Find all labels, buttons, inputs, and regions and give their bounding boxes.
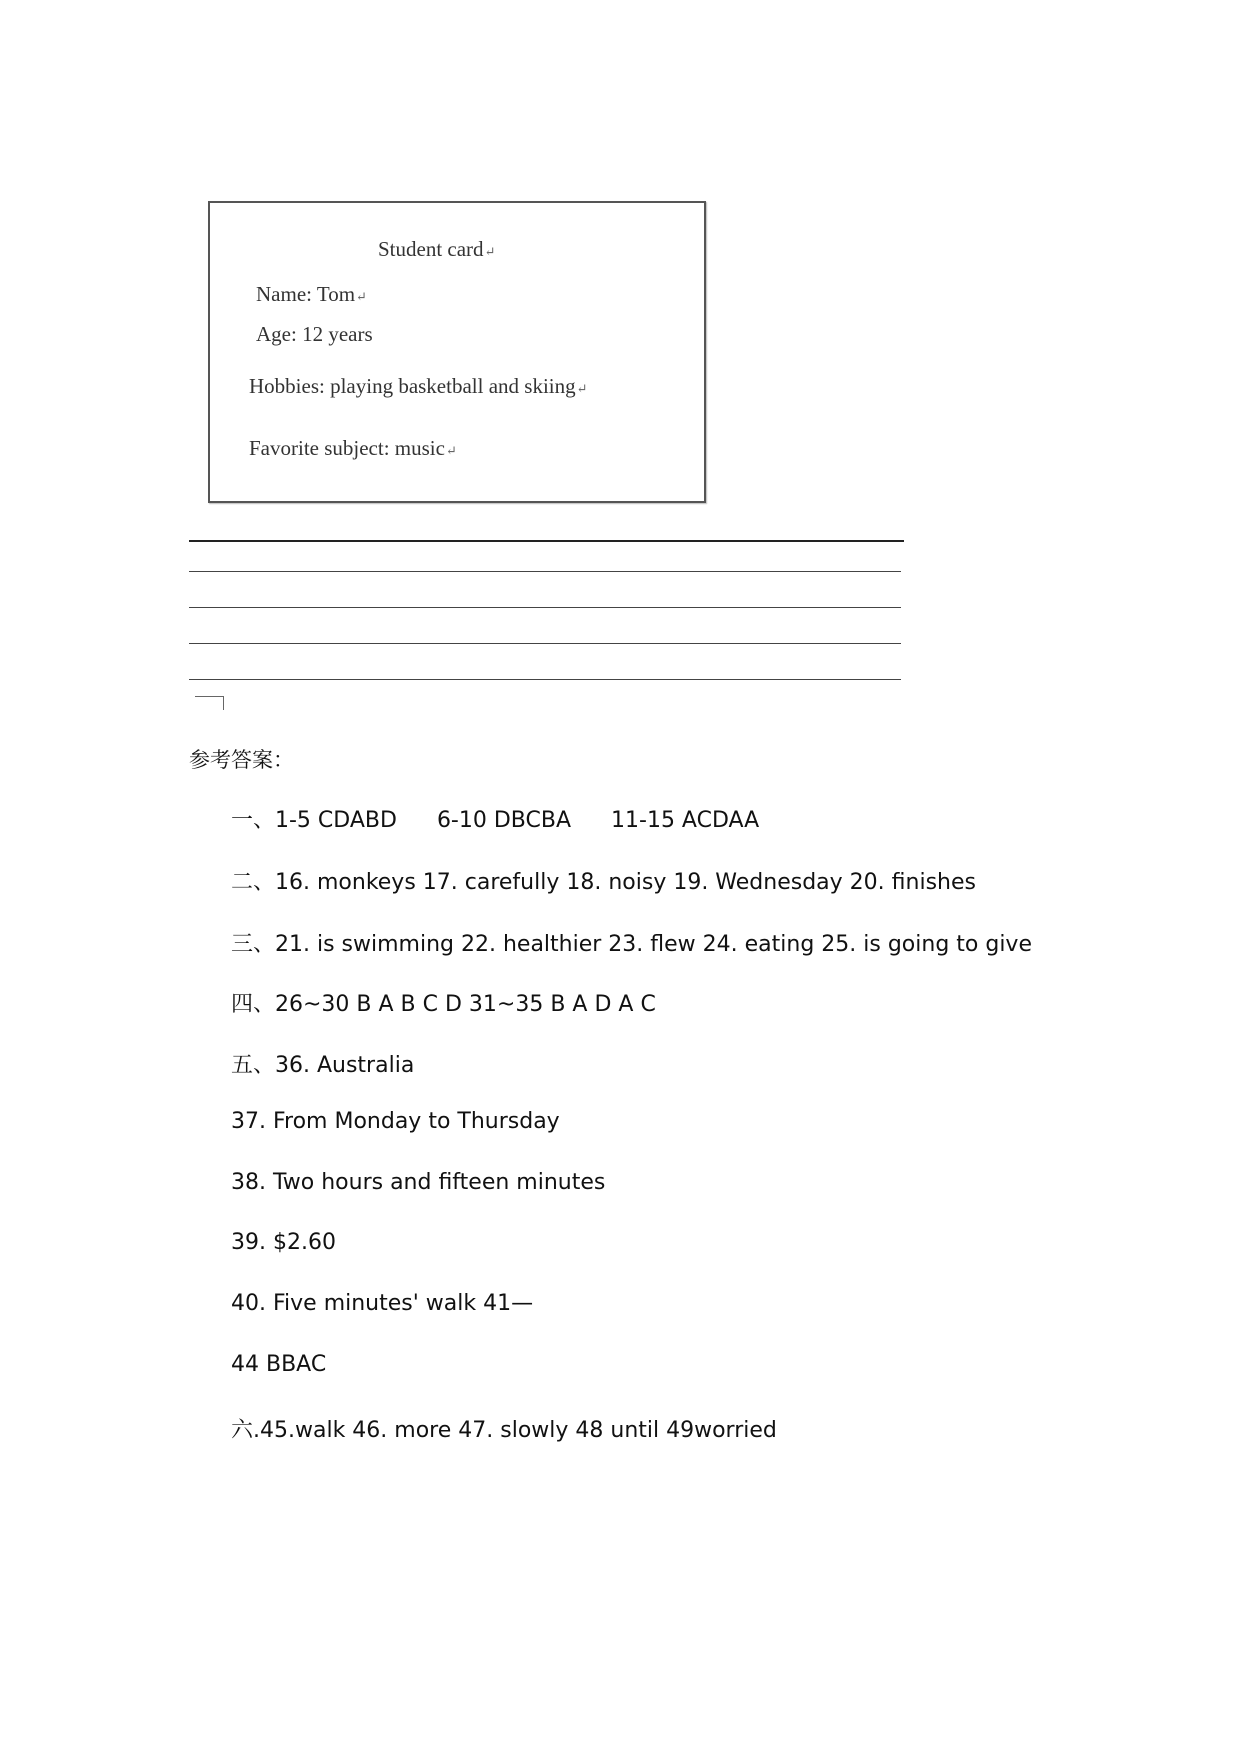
answer-item-37: 37. From Monday to Thursday — [231, 1109, 560, 1134]
answer-item-39: 39. $2.60 — [231, 1230, 336, 1255]
answer-section-2: 二、16. monkeys 17. carefully 18. noisy 19. Wednesday 20. finishes — [231, 870, 976, 895]
answer-section-6: 六.45.walk 46. more 47. slowly 48 until 49worried — [231, 1418, 777, 1443]
writing-line — [189, 607, 901, 608]
answer-item-40: 40. Five minutes' walk 41— — [231, 1291, 534, 1316]
student-card-image — [208, 201, 706, 503]
answer-item-44: 44 BBAC — [231, 1352, 327, 1377]
section-break-mark — [195, 696, 224, 710]
answer-item-38: 38. Two hours and fifteen minutes — [231, 1170, 606, 1195]
card-hobbies: Hobbies: playing basketball and skiing↵ — [249, 374, 588, 398]
card-favorite-subject: Favorite subject: music↵ — [249, 436, 457, 460]
answer-section-5: 五、36. Australia — [231, 1053, 415, 1078]
answer-section-3: 三、21. is swimming 22. healthier 23. flew 24. eating 25. is going to give — [231, 932, 1032, 957]
writing-line — [189, 643, 901, 644]
answer-section-4: 四、26~30 B A B C D 31~35 B A D A C — [231, 992, 656, 1017]
card-age: Age: 12 years — [256, 322, 373, 346]
answer-section-1: 一、1-5 CDABD 6-10 DBCBA 11-15 ACDAA — [231, 808, 760, 833]
writing-line — [189, 571, 901, 572]
card-title: Student card↵ — [378, 237, 496, 261]
writing-line — [189, 679, 901, 680]
answer-heading: 参考答案： — [189, 748, 294, 772]
card-name: Name: Tom↵ — [256, 282, 367, 306]
writing-line — [189, 540, 904, 542]
